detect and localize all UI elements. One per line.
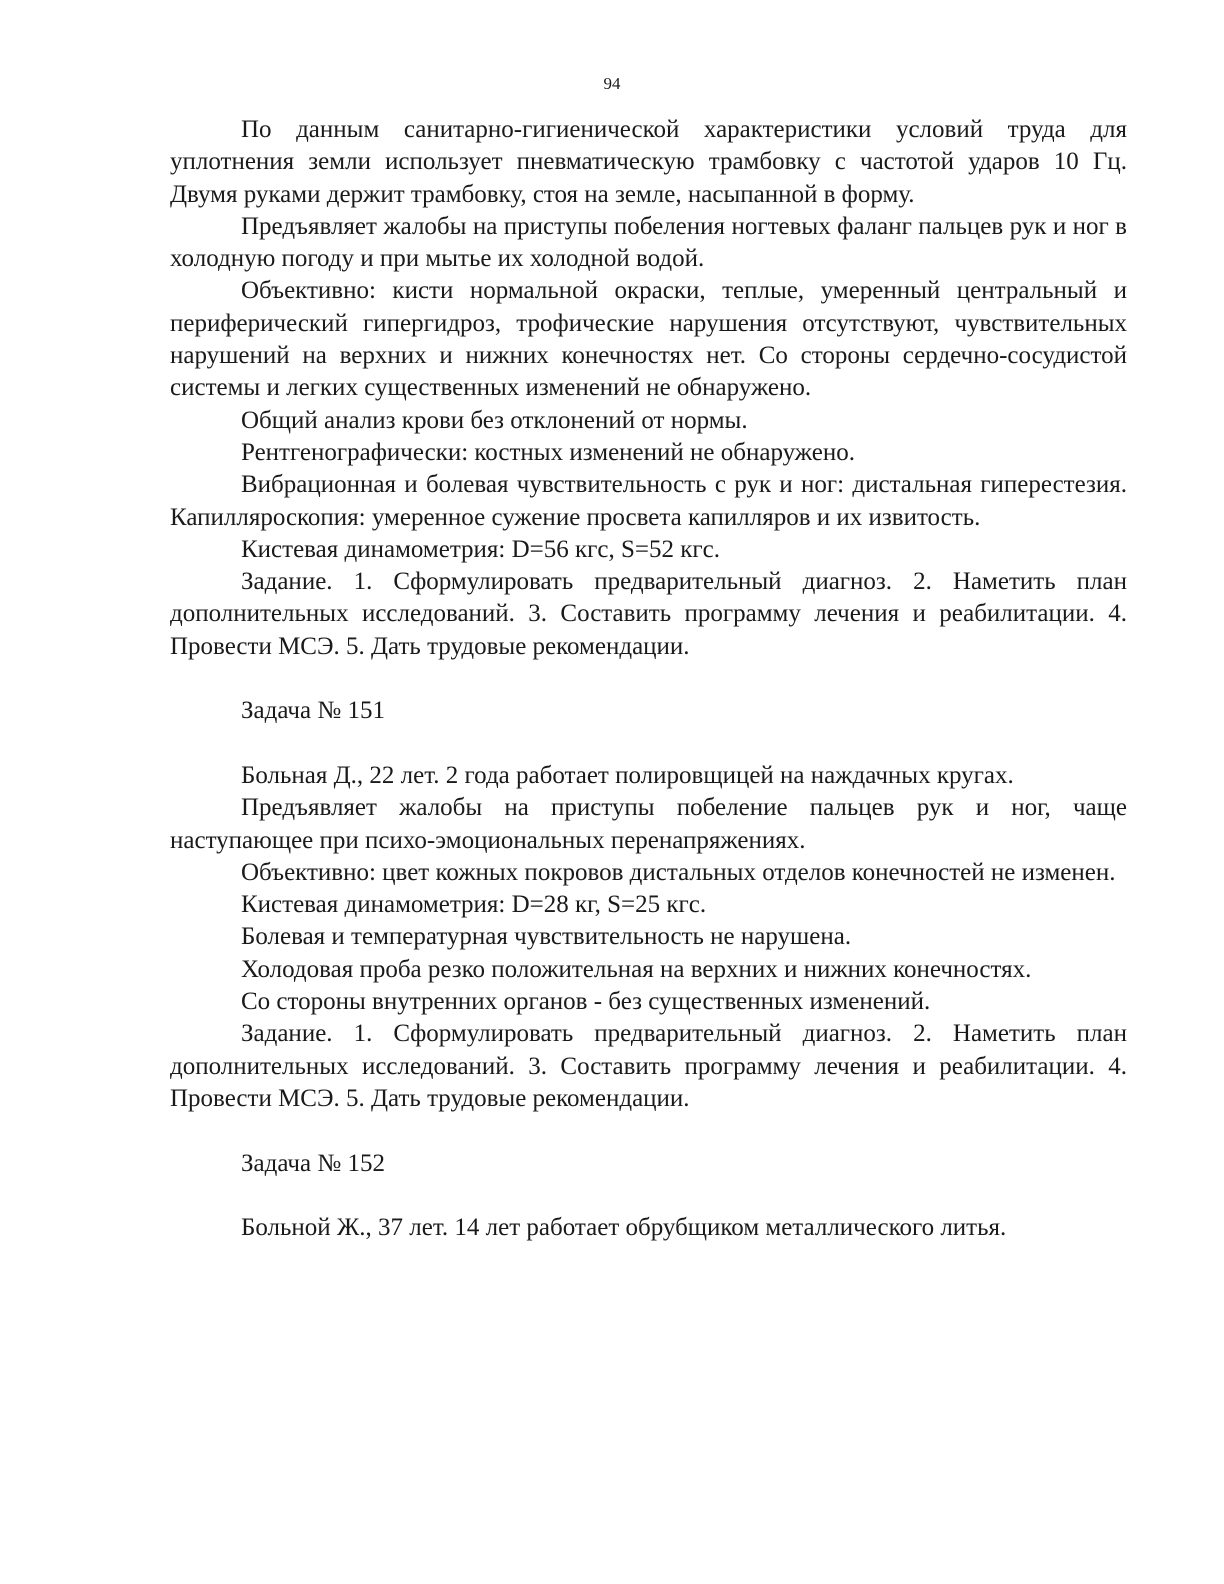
paragraph: Объективно: цвет кожных покровов дистальных отделов конечностей не изменен. [241,858,1116,886]
page-number: 94 [603,74,621,93]
paragraph: Предъявляет жалобы на приступы побеление пальцев рук и ног, чаще наступающее при психо-эмоциональных перенапряжениях. [170,794,1127,854]
paragraph: Со стороны внутренних органов - без существенных изменений. [241,988,931,1016]
paragraph: Кистевая динамометрия: D=56 кгс, S=52 кгс. [241,535,721,563]
paragraph: Болевая и температурная чувствительность не нарушена. [241,923,852,951]
paragraph: Больной Ж., 37 лет. 14 лет работает обрубщиком металлического литья. [241,1214,1007,1242]
paragraph: Задание. 1. Сформулировать предварительный диагноз. 2. Наметить план дополнительных исследований. 3. Составить программу лечения и реабилитации. 4. Провести МСЭ. 5. Дать трудовые рекомендации. [170,1020,1127,1112]
paragraph: Кистевая динамометрия: D=28 кг, S=25 кгс. [241,891,707,919]
paragraph: Задание. 1. Сформулировать предварительный диагноз. 2. Наметить план дополнительных исследований. 3. Составить программу лечения и реабилитации. 4. Провести МСЭ. 5. Дать трудовые рекомендации. [170,568,1127,660]
paragraph: Холодовая проба резко положительная на верхних и нижних конечностях. [241,955,1032,983]
page-content [170,114,1127,1244]
task-heading: Задача № 152 [241,1149,385,1177]
paragraph: Рентгенографически: костных изменений не обнаружено. [241,438,855,466]
paragraph: Объективно: кисти нормальной окраски, теплые, умеренный центральный и периферический гипергидроз, трофические нарушения отсутствуют, чувствительных нарушений на верхних и нижних конечностях нет. Со стороны сердечно-сосудистой системы и легких существенных изменений не обнаружено. [170,277,1127,402]
paragraph: Общий анализ крови без отклонений от нормы. [241,406,748,434]
paragraph: Вибрационная и болевая чувствительность с рук и ног: дистальная гиперестезия. Капилляроскопия: умеренное сужение просвета капилляров и их извитость. [170,471,1127,531]
paragraph: По данным санитарно-гигиенической характеристики условий труда для уплотнения земли использует пневматическую трамбовку с частотой ударов 10 Гц. Двумя руками держит трамбовку, стоя на земле, насыпанной в форму. [170,116,1127,208]
task-heading: Задача № 151 [241,697,385,725]
paragraph: Предъявляет жалобы на приступы побеления ногтевых фаланг пальцев рук и ног в холодную погоду и при мытье их холодной водой. [170,212,1127,273]
paragraph: Больная Д., 22 лет. 2 года работает полировщицей на наждачных кругах. [241,761,1014,789]
